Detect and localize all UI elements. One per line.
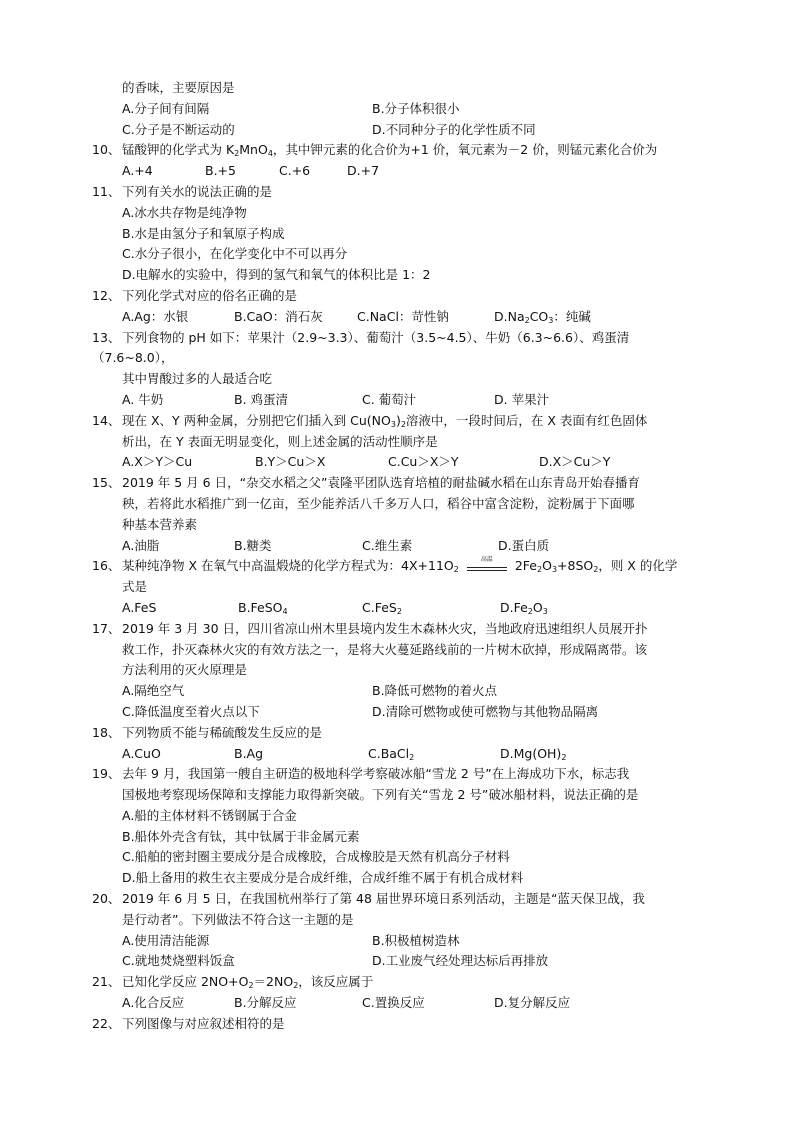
q21-option-c: C.置换反应 [362, 995, 425, 1011]
q10-stem: 10、 锰酸钾的化学式为 $K_2MnO_4$，其中钾元素的化合价为+1 价，氧元素为－2 价，则锰元素化合价为 [92, 140, 712, 161]
q18-option-a: A.CuO [122, 745, 161, 761]
q17-option-b: B.降低可燃物的着火点 [372, 683, 498, 699]
q17-stem-continuation-1: 救工作，扑灭森林火灾的有效方法之一，是将大火蔓延路线前的一片树木砍掉，形成隔离带。该 [122, 641, 648, 657]
q15-stem: 15、 2019 年 5 月 6 日，“杂交水稻之父”袁隆平团队选育培植的耐盐碱水稻在山东青岛开始春播育 [92, 475, 641, 491]
q15-option-b: B.糖类 [234, 537, 272, 553]
q18-options [92, 744, 712, 765]
q15-options [92, 536, 712, 557]
q10-option-b: B.+5 [205, 163, 236, 179]
q9-option-d: D.不同种分子的化学性质不同 [372, 121, 536, 137]
q9-options-row2 [92, 120, 712, 141]
q11-option-d: D.电解水的实验中，得到的氢气和氧气的体积比是 1：2 [122, 267, 431, 283]
q17-stem-continuation-2: 方法利用的灭火原理是 [122, 662, 248, 678]
q9-option-c: C.分子是不断运动的 [122, 121, 235, 137]
q15-stem-continuation-2: 种基本营养素 [122, 516, 198, 532]
q21-options [92, 993, 712, 1014]
q13-option-d: D. 苹果汁 [494, 391, 550, 407]
q10-option-c: C.+6 [279, 163, 311, 179]
q20-stem-continuation: 是行动者”。下列做法不符合这一主题的是 [122, 911, 354, 927]
q16-options [92, 598, 712, 619]
q9-option-b: B.分子体积很小 [372, 100, 460, 116]
reaction-condition-arrow: 高温 [465, 560, 509, 574]
q18-option-c: C.BaCl$_2$ [368, 745, 415, 762]
q17-stem: 17、 2019 年 3 月 30 日，四川省凉山州木里县境内发生木森林火灾，当地政府迅速组织人员展开扑 [92, 620, 648, 636]
q12-option-a: A.Ag：水银 [122, 308, 189, 324]
q20-option-a: A.使用清洁能源 [122, 932, 210, 948]
q17-option-a: A.隔绝空气 [122, 683, 185, 699]
q16-option-d: $D.Fe_2O_3$ [500, 599, 548, 616]
q13-options [92, 390, 712, 411]
q19-stem-continuation: 国极地考察现场保障和支撑能力取得新突破。下列有关“雪龙 2 号”破冰船材料，说法正确的是 [122, 787, 639, 803]
q20-option-c: C.就地焚烧塑料饭盒 [122, 953, 235, 969]
q9-option-a: A.分子间有间隔 [122, 100, 210, 116]
exam-page [92, 78, 712, 1035]
q17-options-row2 [92, 702, 712, 723]
q17-options-row1 [92, 681, 712, 702]
q10-option-a: A.+4 [122, 163, 153, 179]
q20-options-row1 [92, 931, 712, 952]
q13-stem-line3: 其中胃酸过多的人最适合吃 [122, 371, 273, 387]
q14-option-d: D.X＞Cu＞Y [539, 454, 611, 470]
q21-stem: 21、 已知化学反应 $2NO+O_2=2NO_2$，该反应属于 [92, 974, 374, 991]
q19-stem: 19、 去年 9 月，我国第一艘自主研造的极地科学考察破冰船“雪龙 2 号”在上海成功下水，标志我 [92, 766, 630, 782]
q20-options-row2 [92, 951, 712, 972]
q21-option-d: D.复分解反应 [494, 995, 571, 1011]
q16-stem-continuation: 式是 [122, 579, 148, 595]
q12-option-c: C.NaCl：苛性钠 [357, 308, 449, 324]
q15-option-c: C.维生素 [362, 537, 413, 553]
q12-option-d: $D.Na_2CO_3$：纯碱 [494, 308, 591, 325]
q18-stem: 18、 下列物质不能与稀硫酸发生反应的是 [92, 724, 323, 740]
q14-stem-continuation: 析出，在 Y 表面无明显变化，则上述金属的活动性顺序是 [122, 433, 438, 449]
q15-option-d: D.蛋白质 [498, 537, 550, 553]
q13-option-c: C. 葡萄汁 [362, 391, 417, 407]
q18-option-b: B.Ag [234, 745, 264, 761]
q21-option-a: A.化合反应 [122, 995, 185, 1011]
q13-option-b: B. 鸡蛋清 [234, 391, 289, 407]
q16-option-b: B.FeSO$_4$ [238, 599, 288, 616]
q11-option-c: C.水分子很小，在化学变化中不可以再分 [122, 246, 348, 262]
q14-option-b: B.Y＞Cu＞X [255, 454, 326, 470]
q18-option-d: $D.Mg(OH)_2$ [500, 745, 567, 762]
q22-stem: 22、 下列图像与对应叙述相符的是 [92, 1015, 285, 1031]
q19-option-c: C.船舶的密封圈主要成分是合成橡胶，合成橡胶是天然有机高分子材料 [122, 849, 510, 865]
q9-options-row1 [92, 99, 712, 120]
q9-stem-continuation: 的香味，主要原因是 [122, 80, 235, 95]
q13-stem-line2: （7.6~8.0）， [92, 350, 174, 366]
q20-stem: 20、 2019 年 6 月 5 日，在我国杭州举行了第 48 届世界环境日系列活动，主题是“蓝天保卫战，我 [92, 891, 645, 907]
q19-option-a: A.船的主体材料不锈钢属于合金 [122, 807, 297, 823]
q19-option-d: D.船上备用的救生衣主要成分是合成纤维，合成纤维不属于有机合成材料 [122, 870, 524, 886]
q15-option-a: A.油脂 [122, 537, 160, 553]
q12-option-b: B.CaO：消石灰 [234, 308, 323, 324]
q20-option-b: B.积极植树造林 [372, 932, 460, 948]
q19-option-b: B.船体外壳含有钛，其中钛属于非金属元素 [122, 828, 360, 844]
q12-stem: 12、 下列化学式对应的俗名正确的是 [92, 287, 298, 303]
q11-stem: 11、 下列有关水的说法正确的是 [92, 183, 273, 199]
q13-stem: 13、 下列食物的 pH 如下：苹果汁（2.9~3.3）、葡萄汁（3.5~4.5）、牛奶（6.3~6.6）、鸡蛋清 [92, 329, 630, 345]
q14-stem: 14、 现在 X、Y 两种金属，分别把它们插入到 $Cu(NO_3)_2$溶液中，一段时间后，在 X 表面有红色固体 [92, 412, 648, 429]
q14-options [92, 452, 712, 473]
q12-options [92, 307, 712, 328]
q20-option-d: D.工业废气经处理达标后再排放 [372, 953, 549, 969]
q11-option-a: A.冰水共存物是纯净物 [122, 204, 247, 220]
q15-stem-continuation-1: 秧，若将此水稻推广到一亿亩，至少能养活八千多万人口，稻谷中富含淀粉，淀粉属于下面哪 [122, 495, 635, 511]
q13-option-a: A. 牛奶 [122, 391, 164, 407]
q11-option-b: B.水是由氢分子和氧原子构成 [122, 225, 285, 241]
question-number: 10、 [92, 142, 121, 158]
q17-option-c: C.降低温度至着火点以下 [122, 703, 260, 719]
q10-options [92, 161, 712, 182]
q14-option-a: A.X＞Y＞Cu [122, 454, 193, 470]
q17-option-d: D.清除可燃物或使可燃物与其他物品隔离 [372, 703, 599, 719]
q14-option-c: C.Cu＞X＞Y [388, 454, 459, 470]
q21-option-b: B.分解反应 [234, 995, 297, 1011]
q16-option-a: A.FeS [122, 599, 157, 615]
q10-option-d: D.+7 [347, 163, 380, 179]
q16-option-c: C.FeS$_2$ [362, 599, 402, 616]
q16-stem: 16、 某种纯净物 X 在氧气中高温煅烧的化学方程式为：$4X+11O_2$ 高温 $2Fe_2O_3+8SO_2$，则 X 的化学 [92, 555, 678, 575]
